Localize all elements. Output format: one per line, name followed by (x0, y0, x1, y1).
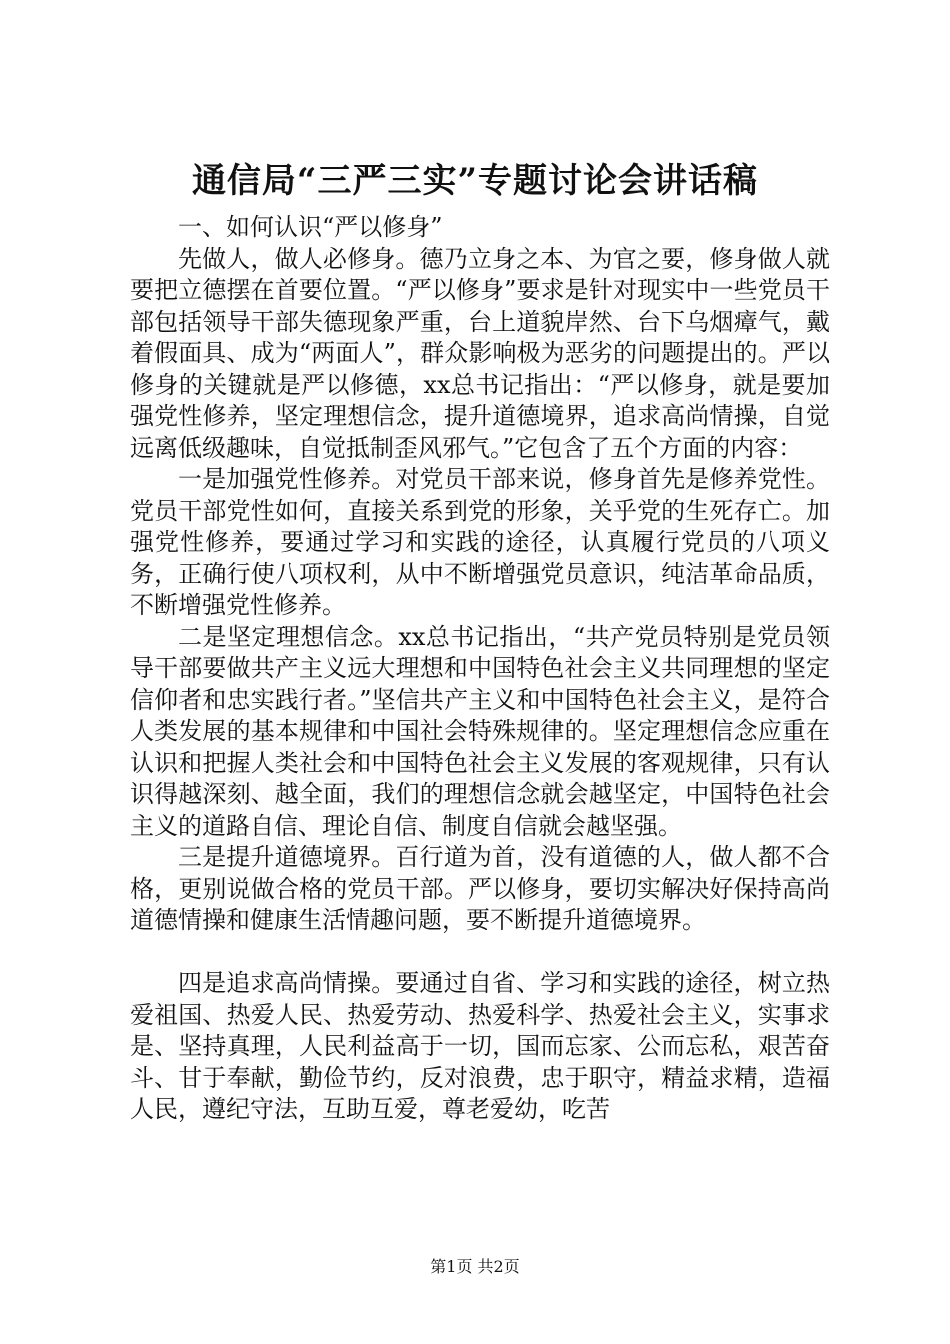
body-paragraph: 先做人，做人必修身。德乃立身之本、为官之要，修身做人就要把立德摆在首要位置。“严以修身”要求是针对现实中一些党员干部包括领导干部失德现象严重，台上道貌岸然、台下乌烟瘴气，戴着假面具、成为“两面人”，群众影响极为恶劣的问题提出的。严以修身的关键就是严以修德，xx总书记指出：“严以修身，就是要加强党性修养，坚定理想信念，提升道德境界，追求高尚情操，自觉远离低级趣味，自觉抵制歪风邪气。”它包含了五个方面的内容： (130, 244, 830, 462)
paragraph-spacer (130, 937, 830, 969)
document-title: 通信局“三严三实”专题讨论会讲话稿 (191, 161, 759, 201)
body-paragraph: 三是提升道德境界。百行道为首，没有道德的人，做人都不合格，更别说做合格的党员干部。严以修身，要切实解决好保持高尚道德情操和健康生活情趣问题，要不断提升道德境界。 (130, 843, 830, 934)
document-body (130, 212, 830, 1126)
page-footer: 第1页 共2页 (430, 1257, 520, 1276)
body-paragraph: 四是追求高尚情操。要通过自省、学习和实践的途径，树立热爱祖国、热爱人民、热爱劳动、热爱科学、热爱社会主义，实事求是、坚持真理，人民利益高于一切，国而忘家、公而忘私，艰苦奋斗、甘于奉献，勤俭节约，反对浪费，忠于职守，精益求精，造福人民，遵纪守法，互助互爱，尊老爱幼，吃苦 (130, 969, 830, 1123)
section-heading: 一、如何认识“严以修身” (178, 213, 443, 241)
body-paragraph: 二是坚定理想信念。xx总书记指出，“共产党员特别是党员领导干部要做共产主义远大理想和中国特色社会主义共同理想的坚定信仰者和忠实践行者。”坚信共产主义和中国特色社会主义，是符合人类发展的基本规律和中国社会特殊规律的。坚定理想信念应重在认识和把握人类社会和中国特色社会主义发展的客观规律，只有认识得越深刻、越全面，我们的理想信念就会越坚定，中国特色社会主义的道路自信、理论自信、制度自信就会越坚强。 (130, 622, 830, 840)
body-paragraph: 一是加强党性修养。对党员干部来说，修身首先是修养党性。党员干部党性如何，直接关系到党的形象，关乎党的生死存亡。加强党性修养，要通过学习和实践的途径，认真履行党员的八项义务，正确行使八项权利，从中不断增强党员意识，纯洁革命品质，不断增强党性修养。 (130, 465, 830, 619)
